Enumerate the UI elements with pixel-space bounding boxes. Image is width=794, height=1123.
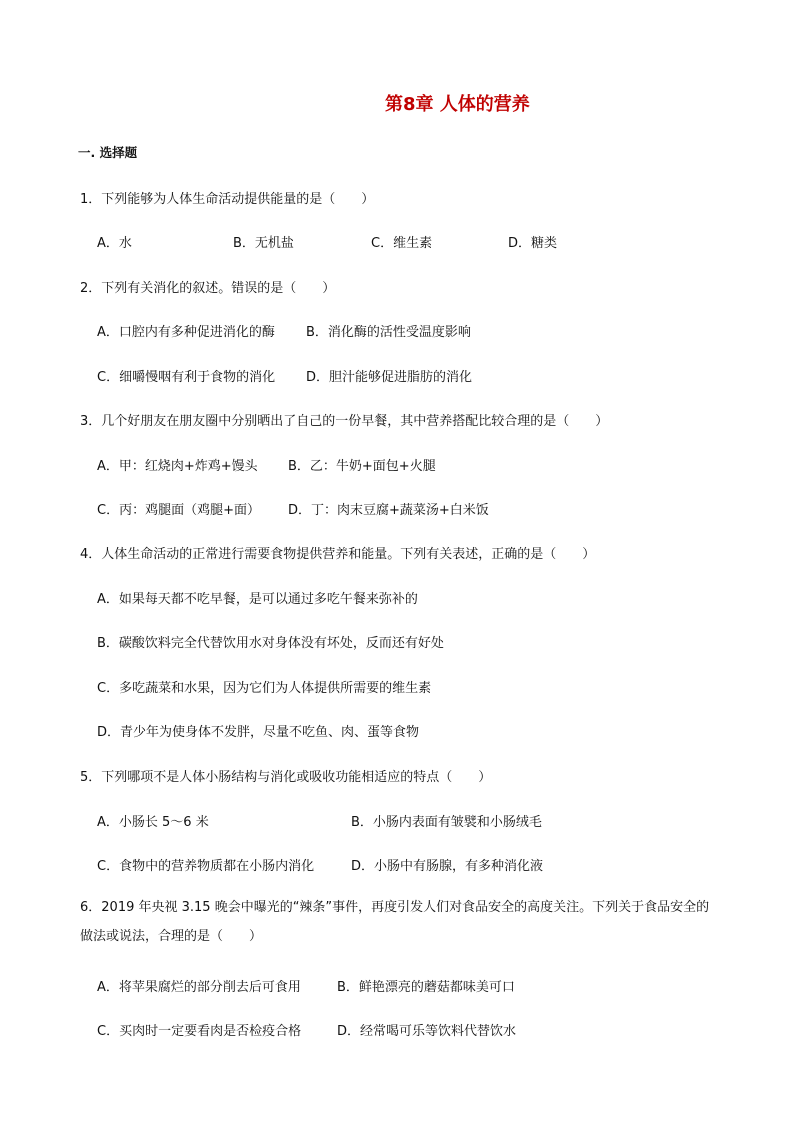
question-3-option-d: D．丁：肉末豆腐+蔬菜汤+白米饭 — [288, 503, 489, 518]
question-5-option-b: B．小肠内表面有皱襞和小肠绒毛 — [351, 815, 542, 830]
question-1-option-b: B．无机盐 — [233, 236, 294, 251]
question-3-stem: 3．几个好朋友在朋友圈中分别晒出了自己的一份早餐，其中营养搭配比较合理的是（ ） — [80, 414, 609, 429]
question-6-stem: 6．2019 年央视 3.15 晚会中曝光的“辣条”事件，再度引发人们对食品安全的高度关注。下列关于食品安全的做法或说法，合理的是（ ） — [80, 900, 710, 944]
question-2-option-b: B．消化酶的活性受温度影响 — [306, 325, 471, 340]
question-6-option-a: A．将苹果腐烂的部分削去后可食用 — [97, 980, 301, 995]
question-4-option-c: C．多吃蔬菜和水果，因为它们为人体提供所需要的维生素 — [97, 681, 432, 696]
question-5-stem: 5．下列哪项不是人体小肠结构与消化或吸收功能相适应的特点（ ） — [80, 770, 492, 785]
question-2-stem: 2．下列有关消化的叙述。错误的是（ ） — [80, 281, 336, 296]
question-4-option-d: D．青少年为使身体不发胖，尽量不吃鱼、肉、蛋等食物 — [97, 725, 420, 740]
question-1-option-c: C．维生素 — [371, 236, 433, 251]
question-1-option-a: A．水 — [97, 236, 132, 251]
question-4-stem: 4．人体生命活动的正常进行需要食物提供营养和能量。下列有关表述，正确的是（ ） — [80, 547, 596, 562]
question-2-option-a: A．口腔内有多种促进消化的酶 — [97, 325, 275, 340]
question-5-option-c: C．食物中的营养物质都在小肠内消化 — [97, 859, 315, 874]
question-3-option-a: A．甲：红烧肉+炸鸡+馒头 — [97, 459, 258, 474]
question-5-option-a: A．小肠长 5～6 米 — [97, 815, 209, 830]
question-6-option-b: B．鲜艳漂亮的蘑菇都味美可口 — [337, 980, 515, 995]
question-3-option-b: B．乙：牛奶+面包+火腿 — [288, 459, 436, 474]
question-5-option-d: D．小肠中有肠腺，有多种消化液 — [351, 859, 544, 874]
question-6-option-c: C．买肉时一定要看肉是否检疫合格 — [97, 1024, 302, 1039]
question-4-option-a: A．如果每天都不吃早餐，是可以通过多吃午餐来弥补的 — [97, 592, 418, 607]
question-2-option-c: C．细嚼慢咽有利于食物的消化 — [97, 370, 276, 385]
question-6-option-d: D．经常喝可乐等饮料代替饮水 — [337, 1024, 517, 1039]
question-2-option-d: D．胆汁能够促进脂肪的消化 — [306, 370, 473, 385]
question-1-stem: 1．下列能够为人体生命活动提供能量的是（ ） — [80, 192, 375, 207]
page-title: 第8章 人体的营养 — [385, 94, 530, 115]
question-4-option-b: B．碳酸饮料完全代替饮用水对身体没有坏处，反而还有好处 — [97, 636, 444, 651]
question-1-option-d: D．糖类 — [508, 236, 558, 251]
section-heading: 一. 选择题 — [78, 145, 138, 160]
question-3-option-c: C．丙：鸡腿面（鸡腿+面） — [97, 503, 260, 518]
